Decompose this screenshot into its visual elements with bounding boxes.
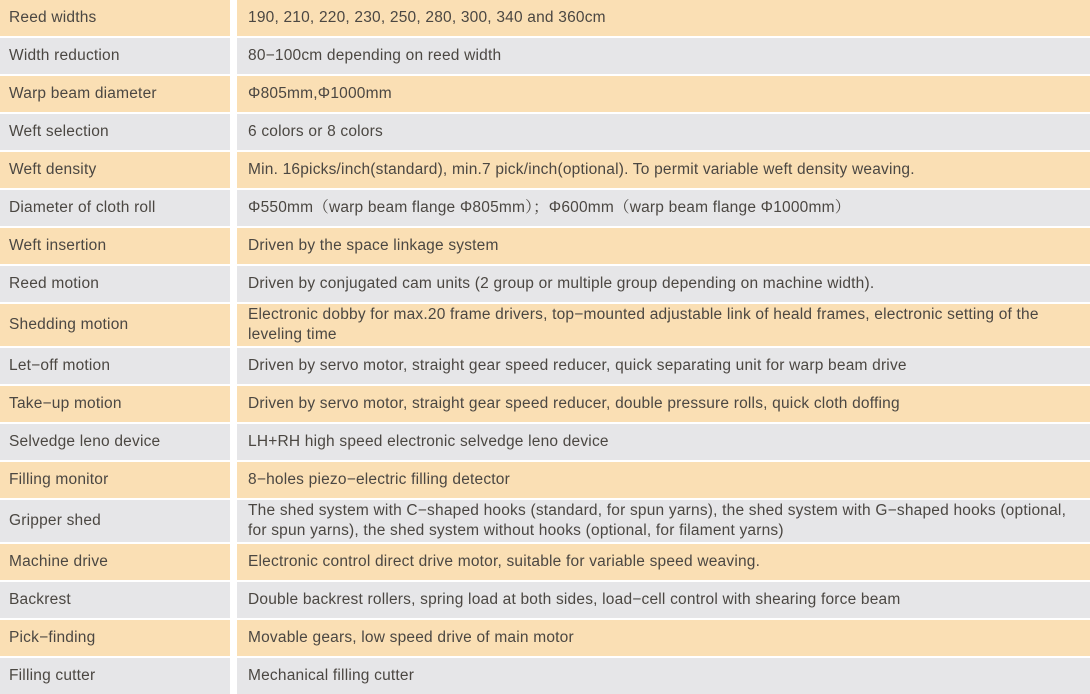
spec-value: Electronic control direct drive motor, suitable for variable speed weaving. [248,553,761,570]
spec-label-cell [0,0,230,36]
spec-value-cell [237,152,1090,188]
spec-value: 6 colors or 8 colors [248,123,383,140]
spec-value: 190, 210, 220, 230, 250, 280, 300, 340 and 360cm [248,9,606,26]
spec-label: Warp beam diameter [9,85,157,102]
spec-row [0,582,1090,618]
spec-label-cell [0,386,230,422]
spec-label: Diameter of cloth roll [9,199,156,216]
spec-value: Min. 16picks/inch(standard), min.7 pick/inch(optional). To permit variable weft density weaving. [248,161,915,178]
spec-value-cell [237,0,1090,36]
spec-label: Filling monitor [9,471,109,488]
spec-value-cell [237,582,1090,618]
spec-value-cell [237,544,1090,580]
spec-label: Gripper shed [9,512,102,529]
spec-label-cell [0,620,230,656]
spec-label-cell [0,266,230,302]
spec-value-cell [237,386,1090,422]
spec-label-cell [0,500,230,542]
spec-value: Movable gears, low speed drive of main motor [248,629,574,646]
spec-row [0,228,1090,264]
spec-value: Driven by servo motor, straight gear speed reducer, quick separating unit for warp beam drive [248,357,907,374]
spec-label: Machine drive [9,553,109,570]
spec-label-cell [0,462,230,498]
spec-label: Weft insertion [9,237,107,254]
spec-row [0,266,1090,302]
spec-row [0,304,1090,346]
spec-label: Shedding motion [9,316,129,333]
spec-value-cell [237,266,1090,302]
spec-value: Driven by servo motor, straight gear speed reducer, double pressure rolls, quick cloth doffing [248,395,900,412]
spec-value: Φ550mm（warp beam flange Φ805mm）；Φ600mm（warp beam flange Φ1000mm） [248,199,851,216]
spec-row [0,544,1090,580]
spec-value: Mechanical filling cutter [248,667,415,684]
spec-label-cell [0,582,230,618]
spec-label-cell [0,152,230,188]
spec-value: 80−100cm depending on reed width [248,47,502,64]
spec-value-cell [237,76,1090,112]
spec-label: Reed motion [9,275,100,292]
spec-value-cell [237,38,1090,74]
spec-label-cell [0,38,230,74]
spec-row [0,76,1090,112]
spec-value-cell [237,304,1090,346]
spec-label: Let−off motion [9,357,111,374]
spec-label: Take−up motion [9,395,122,412]
spec-value-cell [237,620,1090,656]
spec-value: The shed system with C−shaped hooks (standard, for spun yarns), the shed system with G−shaped hooks (optional, for spun yarns), the shed system without hooks (optional, for filament yarns) [248,502,1067,539]
spec-value-cell [237,190,1090,226]
spec-value-cell [237,462,1090,498]
spec-row [0,500,1090,542]
spec-value-cell [237,348,1090,384]
spec-value: Φ805mm,Φ1000mm [248,85,392,102]
spec-label-cell [0,304,230,346]
spec-row [0,620,1090,656]
spec-row [0,658,1090,694]
spec-value: Driven by the space linkage system [248,237,499,254]
spec-value-cell [237,424,1090,460]
spec-label: Pick−finding [9,629,96,646]
spec-label: Filling cutter [9,667,96,684]
spec-row [0,386,1090,422]
spec-row [0,424,1090,460]
spec-row [0,190,1090,226]
spec-row [0,0,1090,36]
spec-label: Width reduction [9,47,120,64]
spec-label: Weft density [9,161,97,178]
spec-row [0,462,1090,498]
spec-label-cell [0,658,230,694]
spec-row [0,114,1090,150]
spec-value: LH+RH high speed electronic selvedge leno device [248,433,609,450]
spec-label-cell [0,76,230,112]
spec-label: Selvedge leno device [9,433,161,450]
spec-value-cell [237,114,1090,150]
spec-value: Electronic dobby for max.20 frame drivers, top−mounted adjustable link of heald frames, electronic setting of the leveling time [248,306,1039,343]
spec-label-cell [0,190,230,226]
spec-label-cell [0,114,230,150]
spec-row [0,152,1090,188]
spec-value: Driven by conjugated cam units (2 group or multiple group depending on machine width). [248,275,875,292]
spec-row [0,348,1090,384]
spec-value: 8−holes piezo−electric filling detector [248,471,510,488]
spec-row [0,38,1090,74]
spec-label-cell [0,544,230,580]
spec-label-cell [0,424,230,460]
spec-label-cell [0,228,230,264]
spec-label: Backrest [9,591,71,608]
spec-label: Weft selection [9,123,109,140]
spec-value-cell [237,500,1090,542]
spec-value: Double backrest rollers, spring load at both sides, load−cell control with shearing force beam [248,591,901,608]
spec-value-cell [237,658,1090,694]
spec-label-cell [0,348,230,384]
spec-value-cell [237,228,1090,264]
spec-label: Reed widths [9,9,97,26]
